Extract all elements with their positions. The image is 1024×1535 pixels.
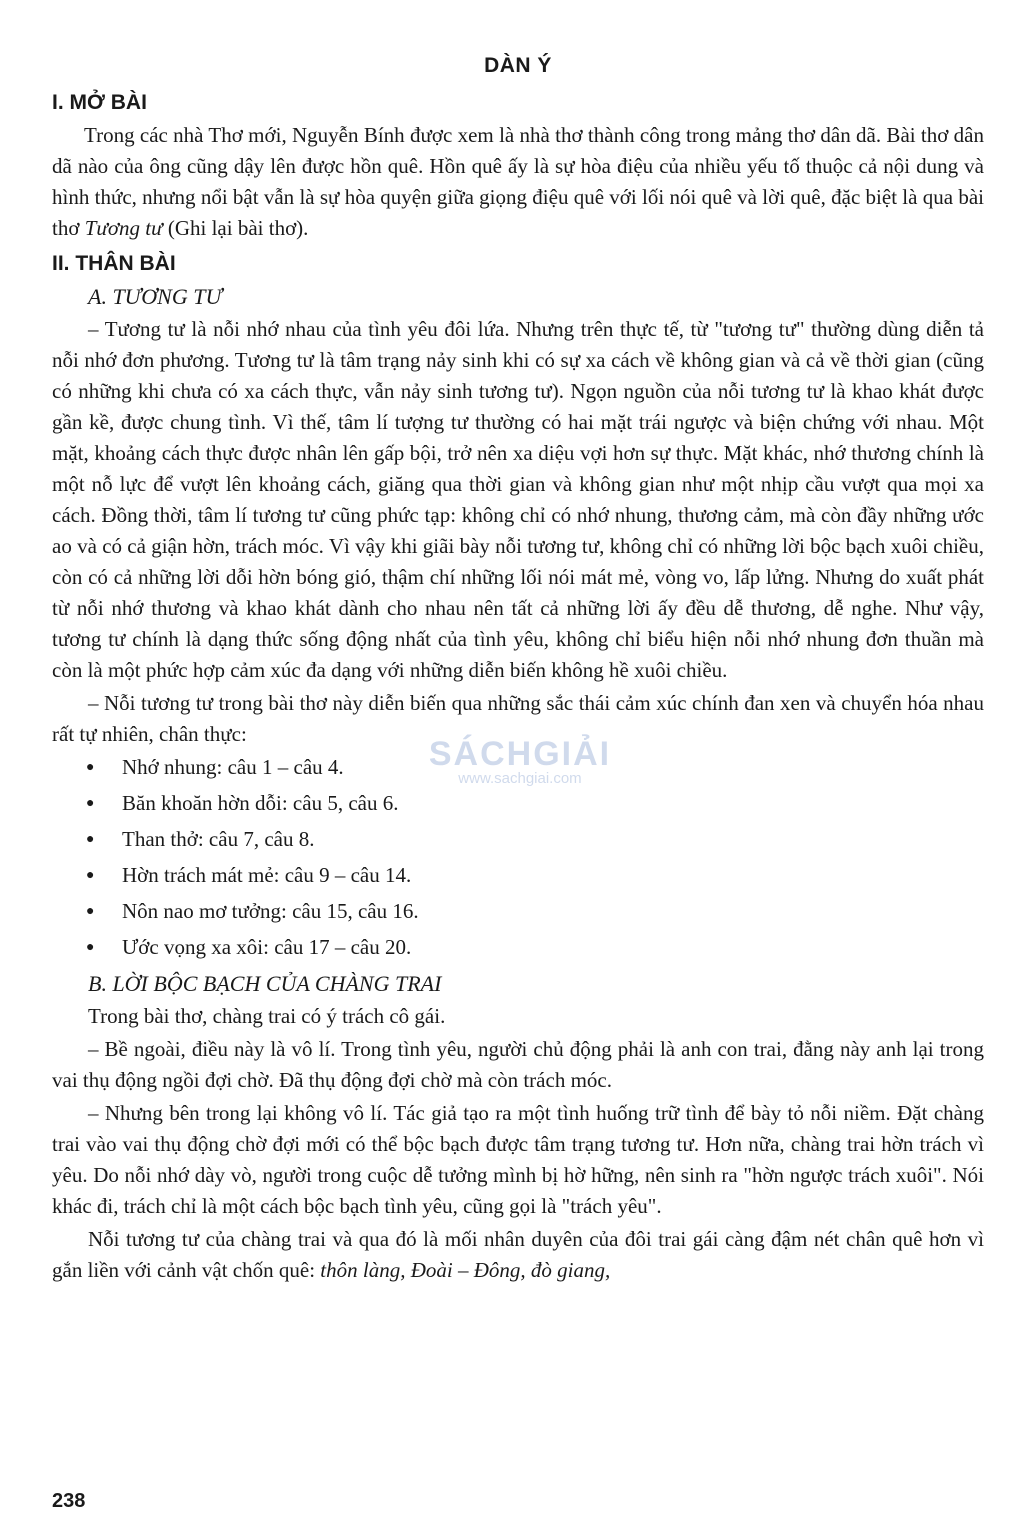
emotion-list bbox=[52, 752, 984, 963]
document-page bbox=[52, 50, 984, 1288]
list-item: ● Hờn trách mát mẻ: câu 9 – câu 14. bbox=[52, 860, 984, 891]
paragraph-tuong-tu-1: – Tương tư là nỗi nhớ nhau của tình yêu đôi lứa. Nhưng trên thực tế, từ "tương tư" thường dùng diễn tả nỗi nhớ đơn phương. Tương tư là tâm trạng nảy sinh khi có sự xa cách về không gian và cả về thời gian (cũng có những khi chưa có xa cách thực, vẫn nảy sinh tương tư). Ngọn nguồn của nỗi tương tư là khao khát được gần kề, được chung tình. Vì thế, tâm lí tượng tư thường có hai mặt trái ngược và biện chứng với nhau. Một mặt, khoảng cách thực được nhân lên gấp bội, trở nên xa diệu vợi hơn sự thực. Mặt khác, nhớ thương chính là một nỗ lực để vượt lên khoảng cách, giăng qua thời gian và không gian như một nhịp cầu vượt qua mọi xa cách. Đồng thời, tâm lí tương tư cũng phức tạp: không chỉ có nhớ nhung, thương cảm, mà còn đầy những ước ao và có cả giận hờn, trách móc. Vì vậy khi giãi bày nỗi tương tư, không chỉ có những lời bộc bạch xuôi chiều, còn có cả những lời dỗi hờn bóng gió, thậm chí những lối nói mát mẻ, vòng vo, lấp lửng. Nhưng do xuất phát từ nỗi nhớ thương và khao khát dành cho nhau nên tất cả những lời ấy đều dễ thương, dễ nghe. Như vậy, tương tư chính là dạng thức sống động nhất của tình yêu, không chỉ biểu hiện nỗi nhớ nhung đơn thuần mà còn là một phức hợp cảm xúc đa dạng với những diễn biến không hề xuôi chiều. bbox=[52, 317, 984, 682]
list-item: ● Nhớ nhung: câu 1 – câu 4. bbox=[52, 752, 984, 783]
page-number: 238 bbox=[52, 1490, 86, 1512]
paragraph-b-3 bbox=[52, 1224, 984, 1286]
paragraph-b-1: – Bề ngoài, điều này là vô lí. Trong tình yêu, người chủ động phải là anh con trai, đằng này anh lại trong vai thụ động ngồi đợi chờ. Đã thụ động đợi chờ mà còn trách móc. bbox=[52, 1037, 984, 1092]
section-heading-than-bai: II. THÂN BÀI bbox=[52, 252, 176, 275]
paragraph-mo-bai bbox=[52, 120, 984, 244]
list-item: ● Ước vọng xa xôi: câu 17 – câu 20. bbox=[52, 932, 984, 963]
section-heading-mo-bai: I. MỞ BÀI bbox=[52, 91, 147, 114]
list-item: ● Nôn nao mơ tưởng: câu 15, câu 16. bbox=[52, 896, 984, 927]
list-item: ● Băn khoăn hờn dỗi: câu 5, câu 6. bbox=[52, 788, 984, 819]
paragraph-text-end: (Ghi lại bài thơ). bbox=[162, 216, 309, 240]
list-item: ● Than thở: câu 7, câu 8. bbox=[52, 824, 984, 855]
paragraph-text: Trong các nhà Thơ mới, Nguyễn Bính được xem là nhà thơ thành công trong mảng thơ dân dã. Bài thơ dân dã nào của ông cũng dậy lên được hồn quê. Hồn quê ấy là sự hòa điệu của nhiều yếu tố thuộc cả nội dung và hình thức, nhưng nổi bật vẫn là sự hòa quyện giữa giọng điệu quê với lối nói quê và lời quê, đặc biệt là qua bài thơ bbox=[52, 123, 984, 240]
watermark-url: www.sachgiai.com bbox=[458, 770, 582, 787]
document-title: DÀN Ý bbox=[484, 54, 552, 77]
poem-title-italic: Tương tư bbox=[84, 216, 163, 240]
watermark-name: SÁCHGIẢI bbox=[428, 735, 612, 773]
italic-words: thôn làng, Đoài – Đông, đò giang, bbox=[320, 1258, 611, 1282]
subheading-loi-boc-bach: B. LỜI BỘC BẠCH CỦA CHÀNG TRAI bbox=[88, 971, 442, 996]
paragraph-intro-b: Trong bài thơ, chàng trai có ý trách cô gái. bbox=[88, 1004, 446, 1028]
paragraph-tuong-tu-2: – Nỗi tương tư trong bài thơ này diễn biến qua những sắc thái cảm xúc chính đan xen và chuyển hóa nhau rất tự nhiên, chân thực: bbox=[52, 691, 984, 746]
paragraph-text: Nỗi tương tư của chàng trai và qua đó là mối nhân duyên của đôi trai gái càng đậm nét chân quê hơn vì gắn liền với cảnh vật chốn quê: bbox=[52, 1227, 984, 1282]
paragraph-b-2: – Nhưng bên trong lại không vô lí. Tác giả tạo ra một tình huống trữ tình để bày tỏ nỗi niềm. Đặt chàng trai vào vai thụ động chờ đợi mới có thể bộc bạch được tâm trạng tương tư. Hơn nữa, chàng trai hờn trách vì yêu. Do nỗi nhớ dày vò, người trong cuộc dễ tưởng mình bị hờ hững, nên sinh ra "hờn ngược trách xuôi". Nói khác đi, trách chỉ là một cách bộc bạch tình yêu, cũng gọi là "trách yêu". bbox=[52, 1101, 984, 1218]
subheading-tuong-tu: A. TƯƠNG TƯ bbox=[88, 284, 223, 309]
